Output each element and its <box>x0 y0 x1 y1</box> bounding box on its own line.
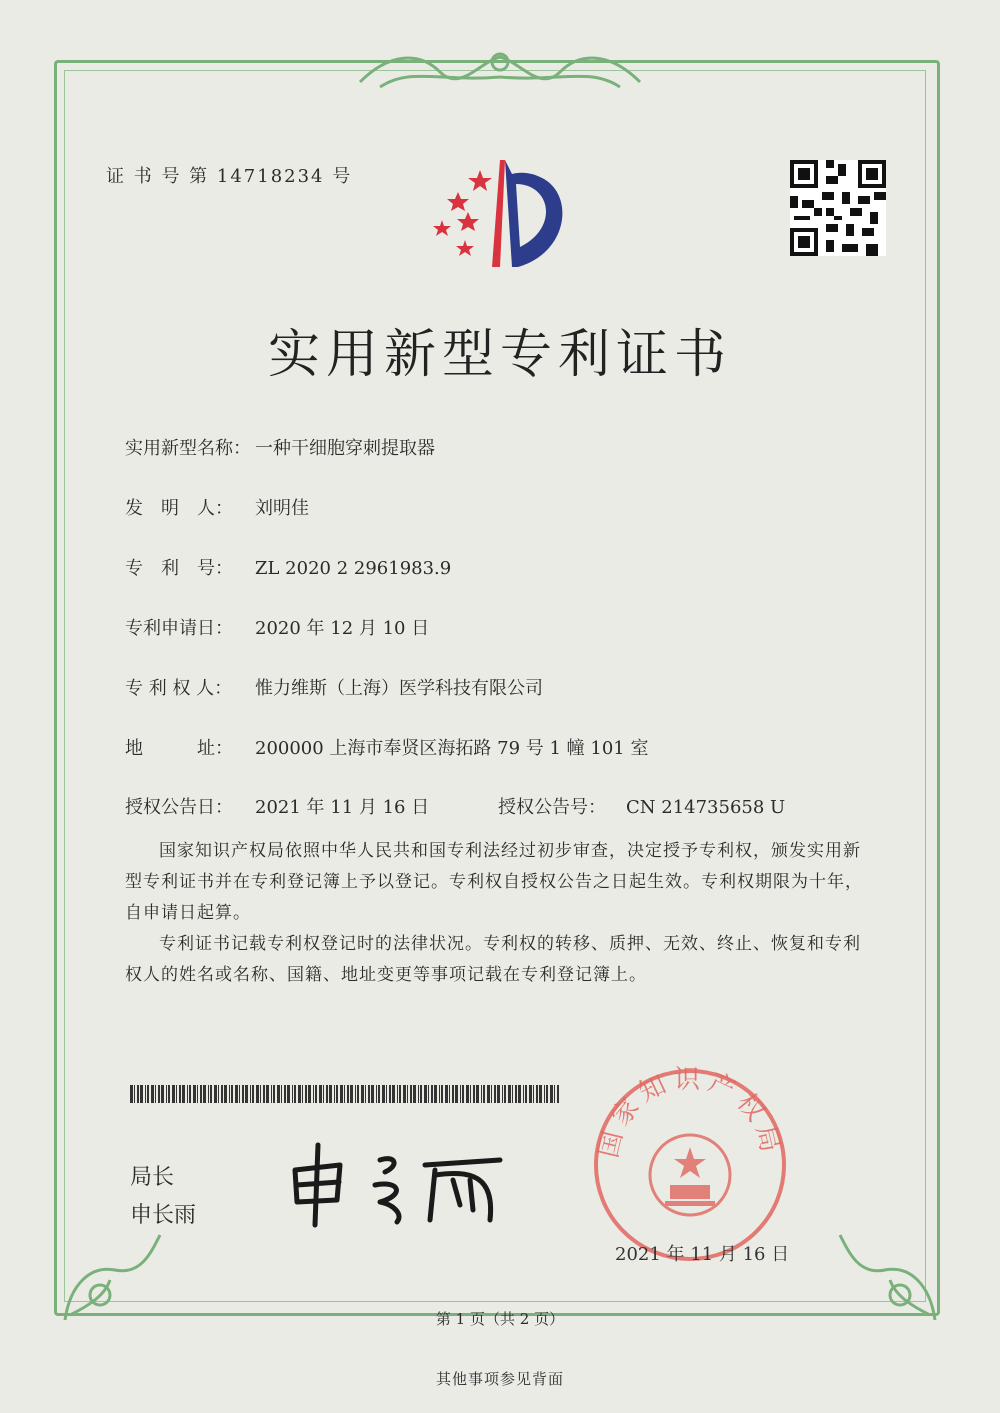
certificate-title: 实用新型专利证书 <box>267 325 732 385</box>
svg-text:国家知识产权局 <box>594 1065 786 1161</box>
inventor-label: 发 明 人： <box>125 498 233 519</box>
certificate-body <box>125 836 870 991</box>
inventor-value: 刘明佳 <box>255 498 309 519</box>
certificate-number: 证 书 号 第 14718234 号 <box>106 166 353 187</box>
director-signature-icon <box>285 1140 515 1230</box>
address-label: 地 址： <box>125 738 233 759</box>
filing-date-label: 专利申请日： <box>125 618 233 639</box>
cnipa-emblem-icon <box>420 152 590 282</box>
director-name: 申长雨 <box>130 1203 197 1228</box>
utility-model-name-value: 一种干细胞穿刺提取器 <box>255 438 435 459</box>
patentee-label: 专 利 权 人： <box>125 678 233 699</box>
grant-date-label: 授权公告日： <box>125 797 233 818</box>
seal-date: 2021 年 11 月 16 日 <box>615 1244 790 1265</box>
filing-date-value: 2020 年 12 月 10 日 <box>255 618 430 639</box>
grant-number-label: 授权公告号： <box>498 797 606 818</box>
grant-date-row <box>125 793 429 819</box>
footer-note: 其他事项参见背面 <box>435 1370 564 1388</box>
body-paragraph-2: 专利证书记载专利权登记时的法律状况。专利权的转移、质押、无效、终止、恢复和专利权人的姓名或名称、国籍、地址变更等事项记载在专利登记簿上。 <box>125 934 861 985</box>
address-row <box>125 734 648 760</box>
qr-code-icon <box>790 160 886 256</box>
patent-number-row <box>125 554 451 580</box>
grant-number-value: CN 214735658 U <box>626 797 786 818</box>
patent-number-label: 专 利 号： <box>125 558 233 579</box>
page-number: 第 1 页（共 2 页） <box>435 1310 565 1328</box>
filing-date-row <box>125 614 429 640</box>
grant-number-row <box>498 793 785 819</box>
official-seal-icon <box>590 1065 790 1265</box>
utility-model-name-label: 实用新型名称： <box>125 438 251 459</box>
patentee-value: 惟力维斯（上海）医学科技有限公司 <box>255 678 543 699</box>
grant-date-value: 2021 年 11 月 16 日 <box>255 797 430 818</box>
barcode-icon <box>130 1085 560 1103</box>
seal-text: 国家知识产权局 <box>593 1065 787 1161</box>
top-ornament-icon <box>350 42 650 102</box>
director-title: 局长 <box>130 1165 175 1190</box>
inventor-row <box>125 494 309 520</box>
address-value: 200000 上海市奉贤区海拓路 79 号 1 幢 101 室 <box>255 738 649 759</box>
patentee-row <box>125 674 543 700</box>
patent-number-value: ZL 2020 2 2961983.9 <box>255 558 452 579</box>
utility-model-name-row <box>125 434 435 460</box>
body-paragraph-1: 国家知识产权局依照中华人民共和国专利法经过初步审查，决定授予专利权，颁发实用新型专利证书并在专利登记簿上予以登记。专利权自授权公告之日起生效。专利权期限为十年，自申请日起算。 <box>125 841 863 923</box>
